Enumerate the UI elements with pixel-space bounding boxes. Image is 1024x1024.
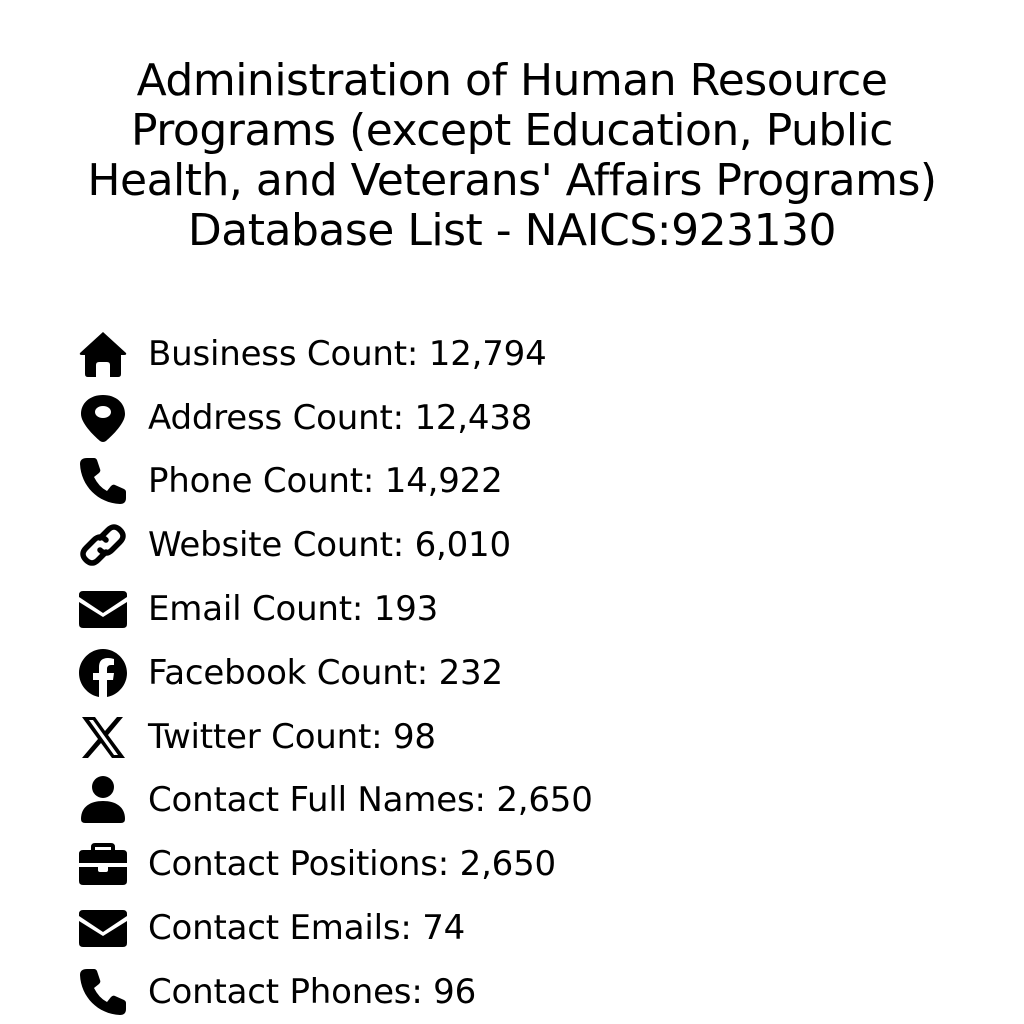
stat-business-count: [78, 322, 593, 386]
stat-phone-count: [78, 450, 593, 514]
title-line-4: Database List - NAICS:923130: [187, 205, 837, 256]
stat-label: Phone Count: 14,922: [148, 461, 503, 502]
stat-label: Twitter Count: 98: [148, 716, 436, 757]
stat-label: Contact Emails: 74: [148, 908, 466, 949]
stat-contact-phones: [78, 960, 593, 1024]
phone-icon: [78, 455, 130, 507]
stat-label: Contact Full Names: 2,650: [148, 780, 593, 821]
facebook-icon: [78, 647, 130, 699]
stat-website-count: [78, 513, 593, 577]
stat-label: Website Count: 6,010: [148, 525, 511, 566]
stat-label: Contact Phones: 96: [148, 971, 477, 1012]
stats-list: [78, 322, 593, 1024]
link-icon: [78, 519, 130, 571]
envelope-icon: [78, 902, 130, 954]
stat-contact-positions: [78, 832, 593, 896]
stat-twitter-count: [78, 705, 593, 769]
x-twitter-icon: [78, 711, 130, 763]
stat-label: Contact Positions: 2,650: [148, 844, 556, 885]
stat-facebook-count: [78, 641, 593, 705]
stat-contact-full-names: [78, 769, 593, 833]
briefcase-icon: [78, 838, 130, 890]
stat-email-count: [78, 577, 593, 641]
phone-icon: [78, 966, 130, 1018]
title-line-2: Programs (except Education, Public: [131, 105, 893, 156]
envelope-icon: [78, 583, 130, 635]
title-line-3: Health, and Veterans' Affairs Programs): [87, 155, 937, 206]
map-pin-icon: [78, 392, 130, 444]
stat-contact-emails: [78, 896, 593, 960]
stat-label: Business Count: 12,794: [148, 333, 547, 374]
user-icon: [78, 774, 130, 826]
home-icon: [78, 328, 130, 380]
title-line-1: Administration of Human Resource: [136, 55, 888, 106]
stat-label: Facebook Count: 232: [148, 652, 503, 693]
stat-label: Email Count: 193: [148, 589, 439, 630]
page-title: [40, 56, 984, 256]
stat-label: Address Count: 12,438: [148, 397, 533, 438]
stat-address-count: [78, 386, 593, 450]
